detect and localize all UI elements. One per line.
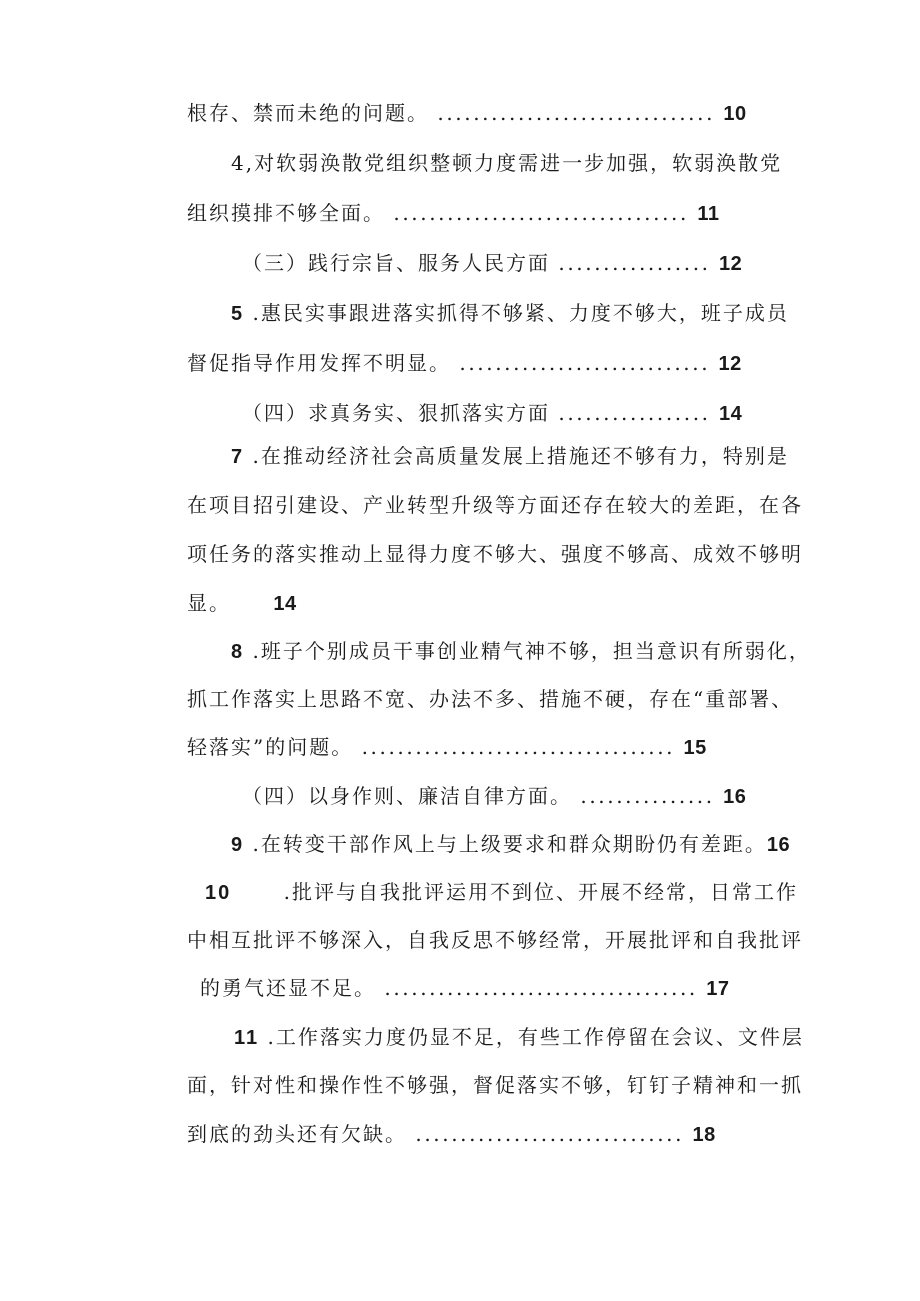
toc-item-number: 5	[231, 303, 245, 325]
toc-text: 中相互批评不够深入，自我反思不够经常，开展批评和自我批评	[187, 928, 803, 952]
toc-item-number: 10	[205, 882, 232, 904]
toc-line	[187, 348, 742, 379]
toc-text: .在推动经济社会高质量发展上措施还不够有力，特别是	[252, 444, 789, 468]
toc-leader-dots: ..............................	[415, 1122, 685, 1146]
toc-line	[234, 1022, 804, 1053]
toc-text: .在转变干部作风上与上级要求和群众期盼仍有差距。	[252, 832, 767, 856]
toc-line	[231, 636, 811, 667]
toc-line	[187, 490, 803, 520]
toc-page-number: 11	[697, 203, 720, 225]
toc-text: （四）求真务实、狠抓落实方面	[242, 401, 550, 425]
toc-item-number: 7	[231, 446, 245, 468]
toc-text: 根存、禁而未绝的问题。	[187, 101, 429, 125]
toc-line	[187, 588, 297, 619]
toc-leader-dots: ...............................	[437, 101, 716, 125]
toc-line	[231, 829, 790, 860]
toc-line	[187, 539, 803, 569]
toc-text: 显。	[187, 591, 231, 615]
toc-line	[187, 1119, 716, 1150]
toc-page-number: 16	[766, 834, 791, 856]
toc-text: 督促指导作用发挥不明显。	[187, 351, 451, 375]
toc-item-number: 8	[231, 641, 245, 663]
toc-text: （三）践行宗旨、服务人民方面	[242, 251, 550, 275]
toc-line	[187, 98, 747, 129]
toc-leader-dots: ...................................	[384, 976, 698, 1000]
toc-text: .班子个别成员干事创业精气神不够，担当意识有所弱化，	[252, 639, 811, 663]
toc-section-heading	[242, 248, 742, 279]
toc-page-number: 12	[719, 253, 743, 275]
toc-page-number: 18	[692, 1124, 716, 1146]
toc-line	[205, 877, 798, 908]
toc-page-number: 17	[706, 978, 730, 1000]
toc-line	[187, 732, 707, 763]
toc-text: （四）以身作则、廉洁自律方面。	[242, 784, 572, 808]
toc-leader-dots: .................	[558, 401, 711, 425]
toc-section-heading	[242, 398, 742, 429]
toc-item-number: 9	[231, 834, 245, 856]
toc-page-number: 10	[723, 103, 747, 125]
toc-line	[187, 1070, 803, 1100]
toc-text: 抓工作落实上思路不宽、办法不多、措施不硬，存在“重部署、	[187, 687, 794, 711]
toc-line	[231, 298, 789, 329]
toc-line	[187, 684, 793, 714]
toc-line	[231, 148, 782, 178]
toc-text: .惠民实事跟进落实抓得不够紧、力度不够大，班子成员	[252, 301, 789, 325]
toc-page-number: 14	[719, 403, 743, 425]
toc-section-heading	[242, 781, 746, 812]
toc-page-number: 12	[718, 353, 742, 375]
toc-text: 到底的劲头还有欠缺。	[187, 1122, 407, 1146]
toc-leader-dots: ............................	[459, 351, 711, 375]
toc-text: 面，针对性和操作性不够强，督促落实不够，钉钉子精神和一抓	[187, 1073, 803, 1097]
toc-text: .批评与自我批评运用不到位、开展不经常，日常工作	[283, 880, 798, 904]
toc-leader-dots: ...................................	[361, 735, 676, 759]
toc-page-number: 16	[723, 786, 747, 808]
toc-leader-dots: .................................	[393, 201, 689, 225]
toc-text: 项任务的落实推动上显得力度不够大、强度不够高、成效不够明	[187, 542, 803, 566]
toc-line	[231, 441, 789, 472]
toc-text: 组织摸排不够全面。	[187, 201, 385, 225]
toc-leader-dots: .................	[558, 251, 711, 275]
toc-text: 4,对软弱涣散党组织整顿力度需进一步加强，软弱涣散党	[231, 151, 783, 175]
toc-text: 轻落实”的问题。	[187, 735, 354, 759]
toc-page-number: 14	[273, 593, 297, 615]
toc-item-number: 11	[234, 1027, 260, 1049]
toc-line	[187, 198, 719, 229]
toc-text: 在项目招引建设、产业转型升级等方面还存在较大的差距，在各	[187, 493, 803, 517]
toc-text: 的勇气还显不足。	[200, 976, 376, 1000]
toc-text: .工作落实力度仍显不足，有些工作停留在会议、文件层	[267, 1025, 804, 1049]
toc-page-number: 15	[683, 737, 707, 759]
toc-leader-dots: ...............	[580, 784, 715, 808]
toc-line	[187, 925, 803, 955]
toc-line	[200, 973, 729, 1004]
